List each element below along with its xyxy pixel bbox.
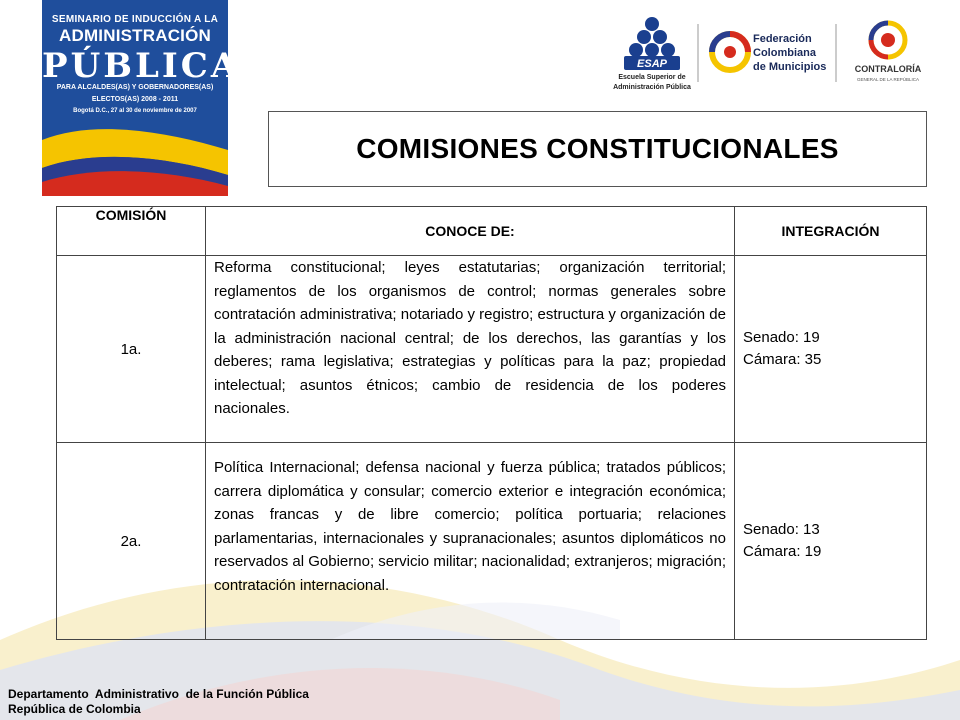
footer bbox=[8, 687, 309, 717]
banner-line-seminario: SEMINARIO DE INDUCCIÓN A LA bbox=[51, 14, 219, 25]
esap-text-line2: Administración Pública bbox=[613, 84, 691, 91]
header-conoce-de: CONOCE DE: bbox=[206, 207, 735, 256]
banner-line-administracion: ADMINISTRACIÓN bbox=[58, 26, 211, 45]
conoce-de-text: Reforma constitucional; leyes estatutarias; organización territorial; reglamentos de los organismos de control; normas generales sobre contratación administrativa; notariado y registro; estructura y organización de la administración nacional central; de los derechos, las garantías y los deberes; rama legislativa; estrategias y políticas para la paz; propiedad intelectual; asuntos étnicos; cambio de residencia de los poderes nacionales. bbox=[206, 256, 735, 443]
comisiones-table bbox=[56, 206, 927, 640]
fcm-text-line3: de Municipios bbox=[753, 61, 827, 73]
senado-count: Senado: 19 bbox=[743, 329, 820, 346]
fcm-logo bbox=[712, 33, 826, 73]
page-title: COMISIONES CONSTITUCIONALES bbox=[356, 133, 839, 164]
header-comision: COMISIÓN bbox=[57, 207, 206, 256]
conoce-de-text: Política Internacional; defensa nacional y fuerza pública; tratados públicos; carrera diplomática y consular; comercio exterior e integración económica; zonas francas y de libre comercio; política portuaria; relaciones parlamentarias, internacionales y supranacionales; asuntos diplomáticos no reservados al Gobierno; servicio militar; nacionalidad; extranjeros; migración; contratación internacional. bbox=[206, 443, 735, 640]
integracion-cell bbox=[735, 443, 927, 640]
senado-count: Senado: 13 bbox=[743, 521, 820, 538]
header-integracion: INTEGRACIÓN bbox=[735, 207, 927, 256]
footer-country: República de Colombia bbox=[8, 702, 141, 716]
logos-svg bbox=[590, 6, 950, 94]
title-box bbox=[268, 111, 927, 187]
partner-logos bbox=[590, 6, 950, 94]
table-row bbox=[57, 256, 927, 443]
esap-logo bbox=[613, 17, 691, 91]
camara-count: Cámara: 35 bbox=[743, 351, 822, 368]
contraloria-name: CONTRALORÍA bbox=[854, 64, 922, 74]
contraloria-subtitle: GENERAL DE LA REPÚBLICA bbox=[856, 77, 920, 82]
banner-line-alcaldes: PARA ALCALDES(AS) Y GOBERNADORES(AS) bbox=[56, 84, 214, 91]
comision-number: 1a. bbox=[57, 256, 206, 443]
comision-number: 2a. bbox=[57, 443, 206, 640]
fcm-text-line1: Federación bbox=[753, 33, 812, 45]
fcm-text-line2: Colombiana bbox=[753, 47, 816, 59]
integracion-cell bbox=[735, 256, 927, 443]
esap-text-line1: Escuela Superior de bbox=[618, 74, 686, 81]
footer-department: Departamento Administrativo de la Función Pública bbox=[8, 687, 309, 701]
banner-line-fecha: Bogotá D.C., 27 al 30 de noviembre de 2007 bbox=[73, 108, 197, 114]
camara-count: Cámara: 19 bbox=[743, 543, 822, 560]
banner-line-publica: PÚBLICA bbox=[42, 46, 241, 86]
contraloria-logo bbox=[855, 23, 922, 82]
table-header-row bbox=[57, 207, 927, 256]
seminar-banner bbox=[42, 0, 241, 196]
table-row bbox=[57, 443, 927, 640]
esap-mark: ESAP bbox=[637, 58, 667, 70]
banner-line-electos: ELECTOS(AS) 2008 - 2011 bbox=[91, 96, 179, 103]
